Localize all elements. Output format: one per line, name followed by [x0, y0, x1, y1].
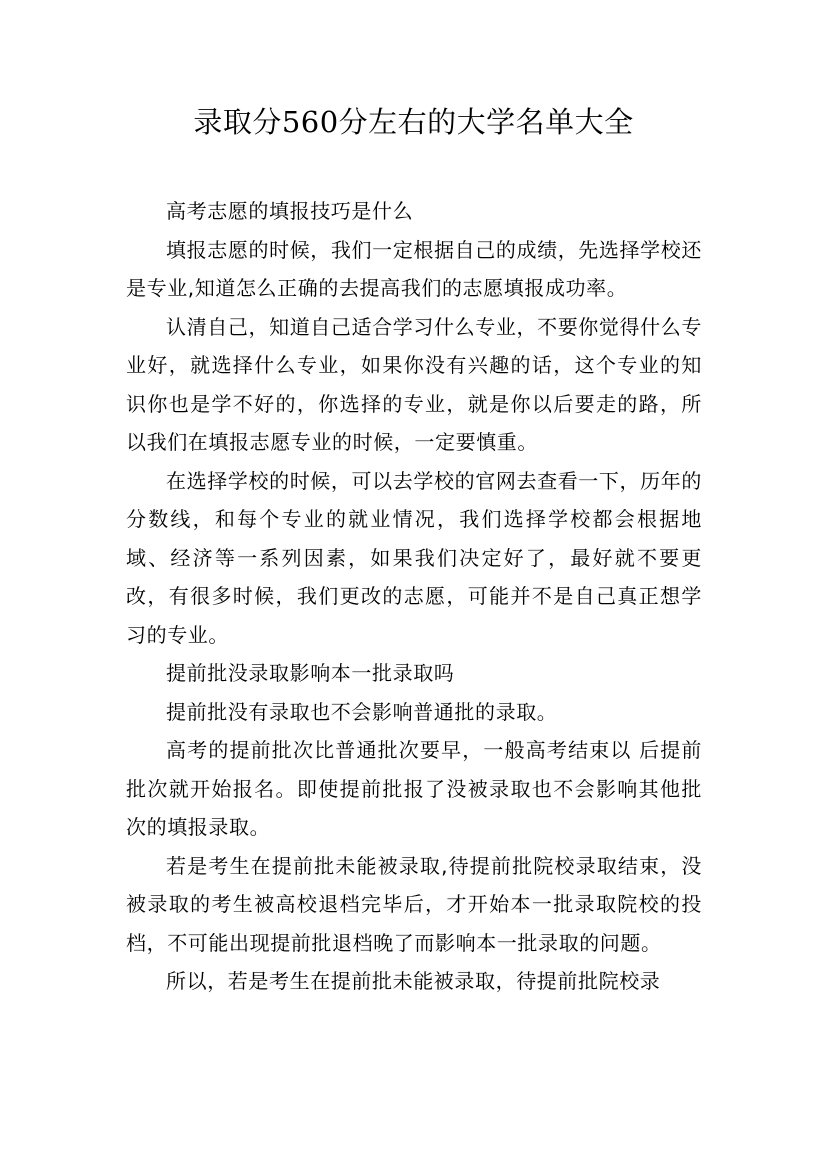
paragraph-heading-early-batch: 提前批没录取影响本一批录取吗 [166, 661, 455, 685]
paragraph: 填报志愿的时候，我们一定根据自己的成绩，先选择学校还是专业,知道怎么正确的去提高我们的志愿填报成功率。 [126, 237, 702, 300]
paragraph: 提前批没有录取也不会影响普通批的录取。 [166, 699, 558, 724]
paragraph: 所以，若是考生在提前批未能被录取，待提前批院校录 [166, 969, 661, 993]
paragraph: 认清自己，知道自己适合学习什么专业，不要你觉得什么专业好，就选择什么专业，如果你没有兴趣的话，这个专业的知识你也是学不好的，你选择的专业，就是你以后要走的路，所以我们在填报志愿专业的时候，一定要慎重。 [126, 314, 702, 454]
paragraph: 高考的提前批次比普通批次要早，一般高考结束以 后提前批次就开始报名。即使提前批报了没被录取也不会影响其他批次的填报录取。 [126, 738, 702, 839]
paragraph: 若是考生在提前批未能被录取,待提前批院校录取结束，没被录取的考生被高校退档完毕后，才开始本一批录取院校的投档，不可能出现提前批退档晚了而影响本一批录取的问题。 [126, 853, 702, 955]
paragraph-heading-tips: 高考志愿的填报技巧是什么 [166, 199, 414, 223]
document-title: 录取分560分左右的大学名单大全 [193, 105, 634, 139]
document-body [126, 192, 702, 1001]
paragraph: 在选择学校的时候，可以去学校的官网去查看一下，历年的分数线，和每个专业的就业情况，我们选择学校都会根据地域、经济等一系列因素，如果我们决定好了，最好就不要更改，有很多时候，我们更改的志愿，可能并不是自己真正想学习的专业。 [126, 468, 702, 647]
